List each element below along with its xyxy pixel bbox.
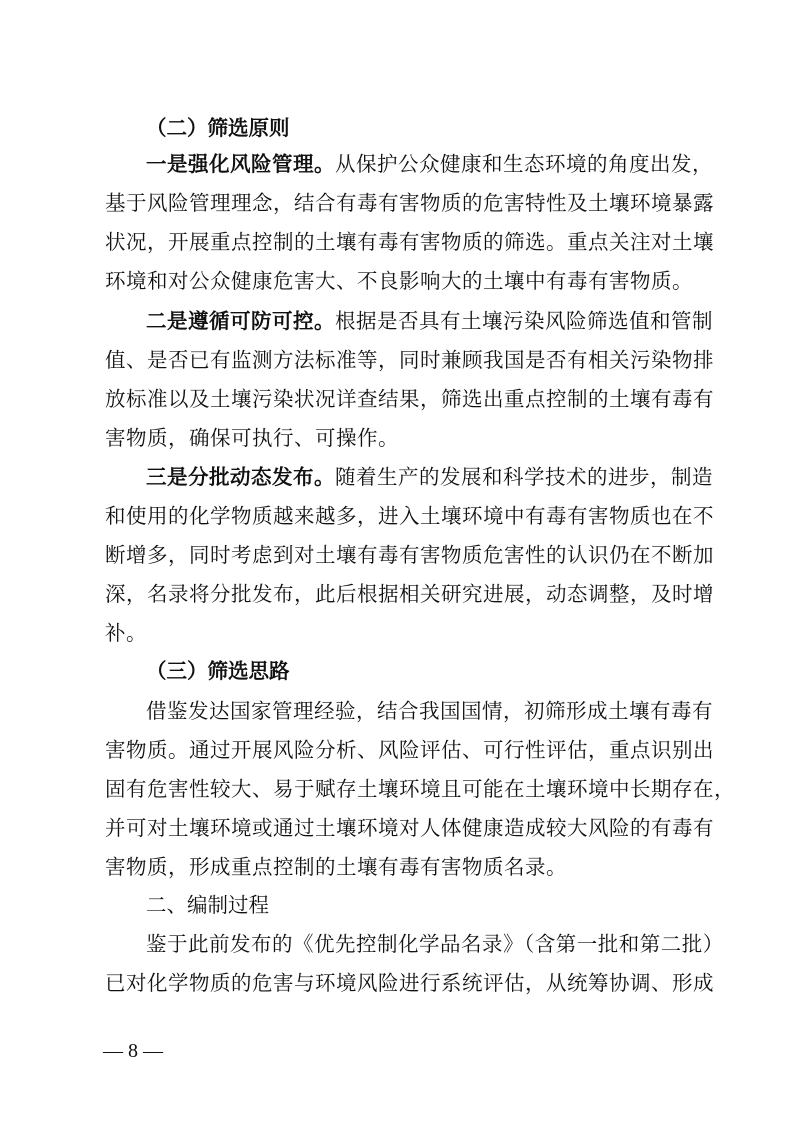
paragraph-line: 害物质。通过开展风险分析、风险评估、可行性评估，重点识别出 (105, 738, 714, 762)
paragraph-line: 放标准以及土壤污染状况详查结果，筛选出重点控制的土壤有毒有 (105, 387, 714, 411)
paragraph-line: 断增多，同时考虑到对土壤有毒有害物质危害性的认识仍在不断加 (105, 543, 714, 567)
paragraph-line: 固有危害性较大、易于赋存土壤环境且可能在土壤环境中长期存在， (105, 777, 735, 801)
part-heading-compilation-process: 二、编制过程 (146, 893, 269, 917)
paragraph-line: 并可对土壤环境或通过土壤环境对人体健康造成较大风险的有毒有 (105, 816, 714, 840)
page-number: — 8 — (103, 1040, 163, 1062)
section-heading-screening-approach: （三）筛选思路 (146, 659, 290, 683)
paragraph-lead: 二是遵循可防可控。 (146, 309, 335, 333)
paragraph-line: 值、是否已有监测方法标准等，同时兼顾我国是否有相关污染物排 (105, 348, 714, 372)
paragraph-text: 从保护公众健康和生态环境的角度出发， (335, 152, 713, 176)
paragraph-lead: 一是强化风险管理。 (146, 152, 335, 176)
paragraph-line (146, 302, 713, 340)
paragraph-line: 基于风险管理理念，结合有毒有害物质的危害特性及土壤环境暴露 (105, 191, 714, 215)
paragraph-text: 随着生产的发展和科学技术的进步，制造 (335, 465, 713, 489)
paragraph-line: 状况，开展重点控制的土壤有毒有害物质的筛选。重点关注对土壤 (105, 230, 714, 254)
paragraph-line: 环境和对公众健康危害大、不良影响大的土壤中有毒有害物质。 (105, 269, 693, 293)
paragraph-line: 借鉴发达国家管理经验，结合我国国情，初筛形成土壤有毒有 (146, 699, 713, 723)
paragraph-line: 已对化学物质的危害与环境风险进行系统评估，从统筹协调、形成 (105, 971, 714, 995)
paragraph-text: 根据是否具有土壤污染风险筛选值和管制 (335, 309, 713, 333)
paragraph-line: 补。 (105, 621, 147, 645)
paragraph-line (146, 458, 713, 496)
paragraph-line: 害物质，形成重点控制的土壤有毒有害物质名录。 (105, 855, 567, 879)
paragraph-lead: 三是分批动态发布。 (146, 465, 335, 489)
paragraph-line: 深，名录将分批发布，此后根据相关研究进展，动态调整，及时增 (105, 582, 714, 606)
paragraph-line: 鉴于此前发布的《优先控制化学品名录》（含第一批和第二批） (146, 932, 724, 956)
paragraph-line (146, 145, 713, 183)
paragraph-line: 和使用的化学物质越来越多，进入土壤环境中有毒有害物质也在不 (105, 504, 714, 528)
paragraph-line: 害物质，确保可执行、可操作。 (105, 426, 399, 450)
section-heading-screening-principles: （二）筛选原则 (146, 116, 290, 140)
